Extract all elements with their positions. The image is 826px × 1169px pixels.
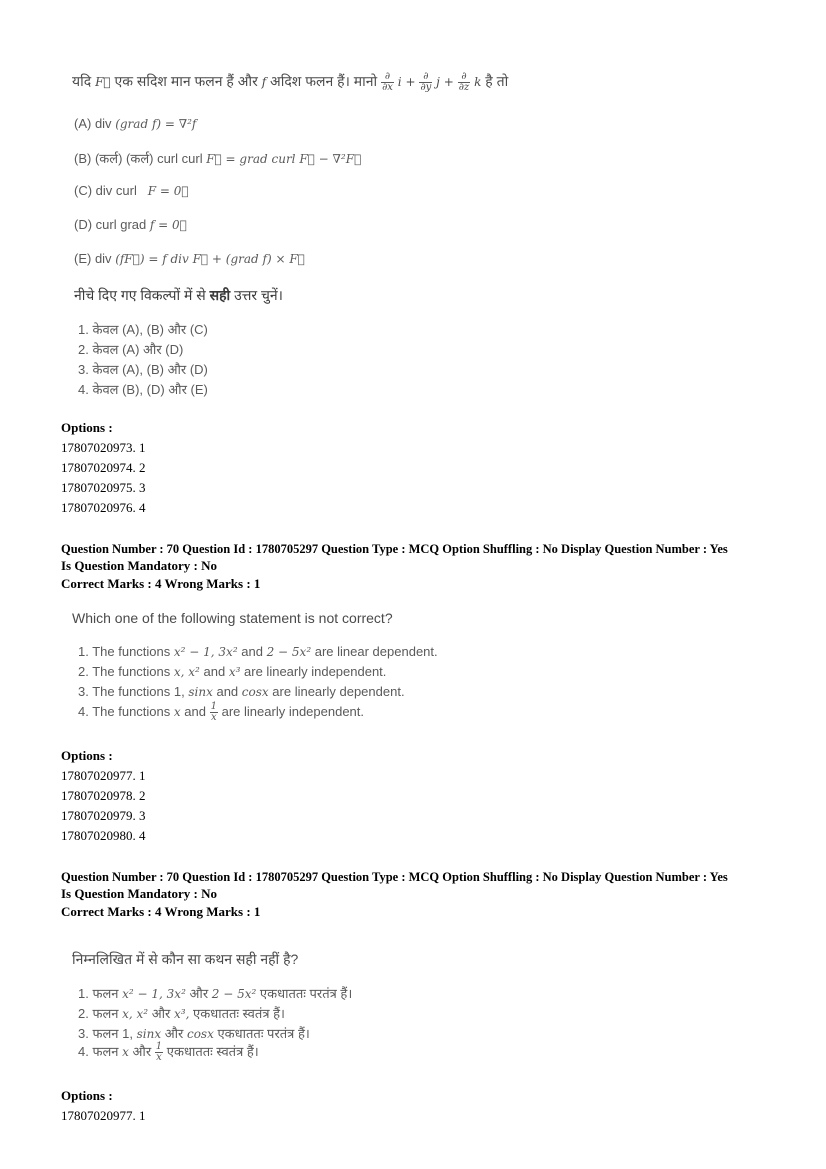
q70hi-question-image: [0, 940, 826, 1070]
q69-choice-1: 1. केवल (A), (B) और (C): [78, 322, 208, 337]
q69-option-2: 17807020974. 2: [61, 460, 146, 475]
q69-statement-d: (D) curl grad f = 0⃗: [74, 217, 187, 232]
q69-question-image: [0, 0, 826, 400]
q69-choice-4: 4. केवल (B), (D) और (E): [78, 382, 208, 397]
q70hi-choice-3: 3. फलन 1, sinx और cosx एकधाततः परतंत्र हैं।: [78, 1026, 310, 1041]
q69-choice-3: 3. केवल (A), (B) और (D): [78, 362, 208, 377]
q69-instruction: नीचे दिए गए विकल्पों में से सही उत्तर चुनें।: [74, 287, 283, 303]
q69-statement-c: (C) div curl F = 0⃗: [74, 183, 189, 198]
q70hi-header-line1: Question Number : 70 Question Id : 1780705297 Question Type : MCQ Option Shuffling : No Display Question Number : Yes: [61, 870, 728, 884]
q69-statement-a: (A) div (grad f) = ∇²f: [74, 116, 197, 131]
partial-y-fraction: $\frac{\partial}{\partial y}$: [420, 71, 432, 93]
q70hi-choice-1: 1. फलन x² − 1, 3x² और 2 − 5x² एकधाततः परतंत्र हैं।: [78, 986, 353, 1001]
q70en-choice-4: 4. The functions x and $\frac{1}{x}$ are linearly independent.: [78, 701, 365, 723]
q70en-choice-2: 2. The functions x, x² and x³ are linearly independent.: [78, 664, 387, 679]
q70en-option-2: 17807020978. 2: [61, 788, 146, 803]
q70hi-choice-4: 4. फलन x और $\frac{1}{x}$ एकधाततः स्वतंत्र हैं।: [78, 1041, 259, 1064]
q70en-option-3: 17807020979. 3: [61, 808, 146, 823]
q69-option-4: 17807020976. 4: [61, 500, 146, 515]
q70en-header-line1: Question Number : 70 Question Id : 1780705297 Question Type : MCQ Option Shuffling : No Display Question Number : Yes: [61, 542, 728, 556]
q70hi-option-1: 17807020977. 1: [61, 1108, 146, 1123]
q70hi-options-label: Options :: [61, 1088, 113, 1103]
q70hi-header-line2: Is Question Mandatory : No: [61, 886, 218, 901]
q69-options-label: Options :: [61, 420, 113, 435]
partial-x-fraction: $\frac{\partial}{\partial x}$: [382, 71, 393, 93]
q69-statement-b: (B) (कर्ल) (कर्ल) curl curl F⃗ = grad curl F⃗ − ∇²F⃗: [74, 151, 362, 166]
q69-statement-e: (E) div (fF⃗) = f div F⃗ + (grad f) × F⃗: [74, 251, 305, 266]
partial-z-fraction: $\frac{\partial}{\partial z}$: [458, 71, 470, 93]
one-over-x-fraction-hi: $\frac{1}{x}$: [155, 1041, 163, 1064]
q70en-option-4: 17807020980. 4: [61, 828, 146, 843]
q70en-choice-1: 1. The functions x² − 1, 3x² and 2 − 5x² are linear dependent.: [78, 644, 438, 659]
q70hi-choice-2: 2. फलन x, x² और x³, एकधाततः स्वतंत्र हैं।: [78, 1006, 285, 1021]
q69-option-1: 17807020973. 1: [61, 440, 146, 455]
q69-option-3: 17807020975. 3: [61, 480, 146, 495]
vector-F-symbol: F⃗: [95, 75, 111, 90]
q70en-question-image: [0, 600, 826, 730]
q69-choice-2: 2. केवल (A) और (D): [78, 342, 184, 357]
q70en-stem: Which one of the following statement is not correct?: [72, 610, 393, 626]
scalar-f-symbol: f: [261, 75, 267, 90]
q70en-header-line3: Correct Marks : 4 Wrong Marks : 1: [61, 576, 261, 591]
one-over-x-fraction: $\frac{1}{x}$: [210, 701, 217, 723]
q69-stem: यदि F⃗ एक सदिश मान फलन हैं और f अदिश फलन हैं। मानो $\frac{\partial}{\partial x}$ i + $\frac{\partial}{\partial y}$ j + $\frac{\partial}{\partial z}$ k है तो: [72, 71, 509, 93]
q70en-choice-3: 3. The functions 1, sinx and cosx are linearly dependent.: [78, 684, 405, 699]
q70hi-stem: निम्नलिखित में से कौन सा कथन सही नहीं है?: [72, 951, 299, 967]
q70en-option-1: 17807020977. 1: [61, 768, 146, 783]
q70en-options-label: Options :: [61, 748, 113, 763]
q70hi-header-line3: Correct Marks : 4 Wrong Marks : 1: [61, 904, 261, 919]
q70en-header-line2: Is Question Mandatory : No: [61, 558, 218, 573]
